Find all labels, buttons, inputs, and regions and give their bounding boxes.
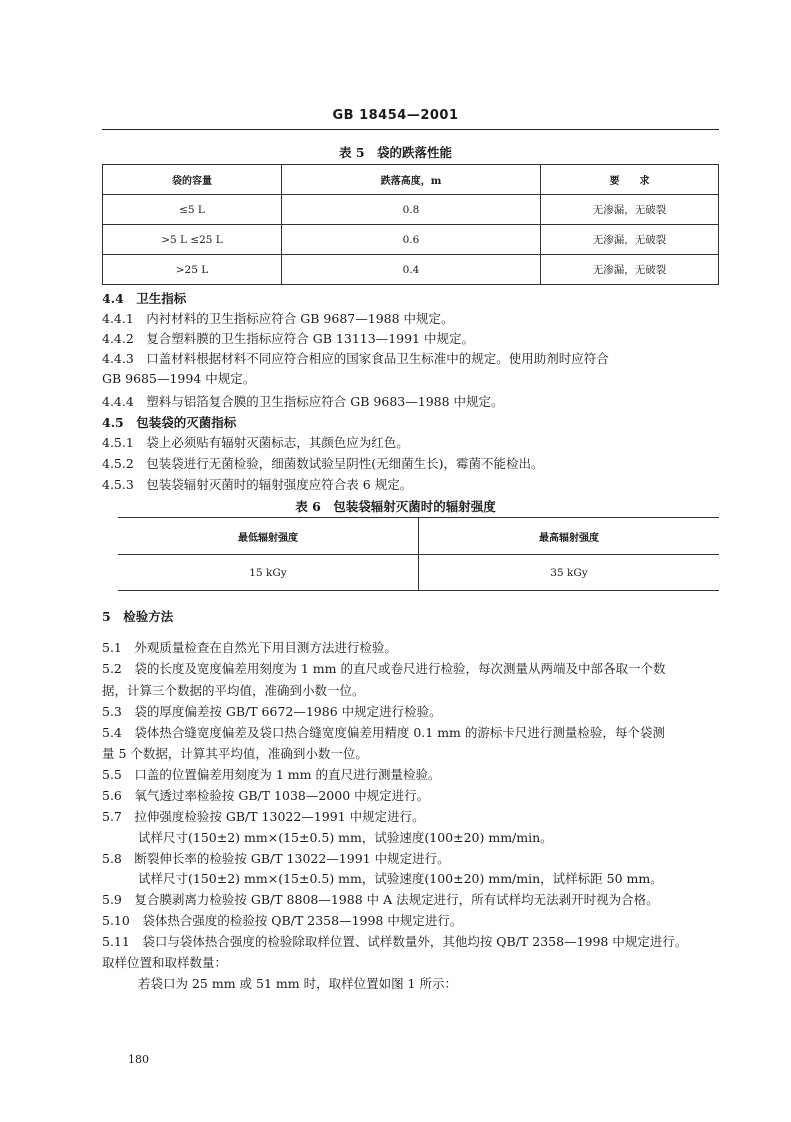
clause-line: 5.4 袋体热合缝宽度偏差及袋口热合缝宽度偏差用精度 0.1 mm 的游标卡尺进行测量检验，每个袋测: [102, 725, 665, 740]
clause-line: 4.4.2 复合塑料膜的卫生指标应符合 GB 13113—1991 中规定。: [102, 331, 474, 346]
table6: [118, 517, 719, 591]
table-header-cell: 最低辐射强度: [118, 518, 419, 555]
table-cell: >25 L: [103, 255, 282, 285]
clause-line: 取样位置和取样数量：: [102, 955, 228, 970]
table-row: [103, 225, 719, 255]
standard-header: GB 18454—2001: [332, 108, 459, 123]
clause-line: 试样尺寸(150±2) mm×(15±0.5) mm，试验速度(100±20) mm/min。: [138, 830, 553, 845]
table-header-cell: 最高辐射强度: [419, 518, 720, 555]
clause-line: 若袋口为 25 mm 或 51 mm 时，取样位置如图 1 所示：: [138, 976, 457, 991]
table5: [102, 164, 719, 285]
clause-line: 4.5.2 包装袋进行无菌检验，细菌数试验呈阴性(无细菌生长)，霉菌不能检出。: [102, 456, 544, 471]
table-row: [103, 255, 719, 285]
clause-line: 5.2 袋的长度及宽度偏差用刻度为 1 mm 的直尺或卷尺进行检验，每次测量从两端及中部各取一个数: [102, 661, 666, 676]
table-header-cell: 跌落高度，m: [282, 165, 541, 195]
clause-line: 4.4.3 口盖材料根据材料不同应符合相应的国家食品卫生标准中的规定。使用助剂时应符合: [102, 351, 609, 366]
clause-line: 据，计算三个数据的平均值，准确到小数一位。: [102, 683, 365, 698]
table-cell: 35 kGy: [419, 555, 720, 591]
clause-line: 4.4.4 塑料与铝箔复合膜的卫生指标应符合 GB 9683—1988 中规定。: [102, 394, 504, 409]
clause-line: GB 9685—1994 中规定。: [102, 371, 256, 386]
table5-caption: 表 5 袋的跌落性能: [338, 145, 453, 160]
table6-caption: 表 6 包装袋辐射灭菌时的辐射强度: [295, 499, 496, 514]
clause-line: 5.5 口盖的位置偏差用刻度为 1 mm 的直尺进行测量检验。: [102, 767, 441, 782]
table-cell: 15 kGy: [118, 555, 419, 591]
clause-line: 5.1 外观质量检查在自然光下用目测方法进行检验。: [102, 640, 397, 655]
section-title: 5 检验方法: [102, 609, 174, 624]
table-cell: 无渗漏，无破裂: [541, 255, 719, 285]
clause-line: 5.7 拉伸强度检验按 GB/T 13022—1991 中规定进行。: [102, 809, 425, 824]
table-row: [118, 555, 719, 591]
table-cell: 无渗漏，无破裂: [541, 225, 719, 255]
table-header-cell: 要 求: [541, 165, 719, 195]
table-row: [103, 195, 719, 225]
clause-line: 4.5.1 袋上必须贴有辐射灭菌标志，其颜色应为红色。: [102, 435, 409, 450]
clause-line: 5.9 复合膜剥离力检验按 GB/T 8808—1988 中 A 法规定进行，所有试样均无法剥开时视为合格。: [102, 892, 659, 907]
clause-line: 4.5.3 包装袋辐射灭菌时的辐射强度应符合表 6 规定。: [102, 477, 413, 492]
clause-line: 5.8 断裂伸长率的检验按 GB/T 13022—1991 中规定进行。: [102, 851, 450, 866]
clause-line: 5.6 氧气透过率检验按 GB/T 1038—2000 中规定进行。: [102, 788, 430, 803]
header-rule: [102, 129, 719, 130]
table-cell: 无渗漏，无破裂: [541, 195, 719, 225]
clause-line: 4.4.1 内衬材料的卫生指标应符合 GB 9687—1988 中规定。: [102, 311, 454, 326]
clause-line: 试样尺寸(150±2) mm×(15±0.5) mm，试验速度(100±20) mm/min，试样标距 50 mm。: [138, 871, 663, 886]
page-number: 180: [128, 1053, 149, 1066]
clause-line: 4.5 包装袋的灭菌指标: [102, 415, 237, 430]
clause-line: 5.3 袋的厚度偏差按 GB/T 6672—1986 中规定进行检验。: [102, 704, 442, 719]
clause-line: 量 5 个数据，计算其平均值，准确到小数一位。: [102, 746, 368, 761]
table-cell: 0.8: [282, 195, 541, 225]
clause-line: 5.10 袋体热合强度的检验按 QB/T 2358—1998 中规定进行。: [102, 913, 463, 928]
table-cell: 0.6: [282, 225, 541, 255]
table-header-row: [103, 165, 719, 195]
table-header-cell: 袋的容量: [103, 165, 282, 195]
table-cell: 0.4: [282, 255, 541, 285]
table-header-row: [118, 518, 719, 555]
clause-line: 4.4 卫生指标: [102, 291, 187, 306]
clause-line: 5.11 袋口与袋体热合强度的检验除取样位置、试样数量外，其他均按 QB/T 2358—1998 中规定进行。: [102, 934, 688, 949]
table-cell: ≤5 L: [103, 195, 282, 225]
table-cell: >5 L ≤25 L: [103, 225, 282, 255]
